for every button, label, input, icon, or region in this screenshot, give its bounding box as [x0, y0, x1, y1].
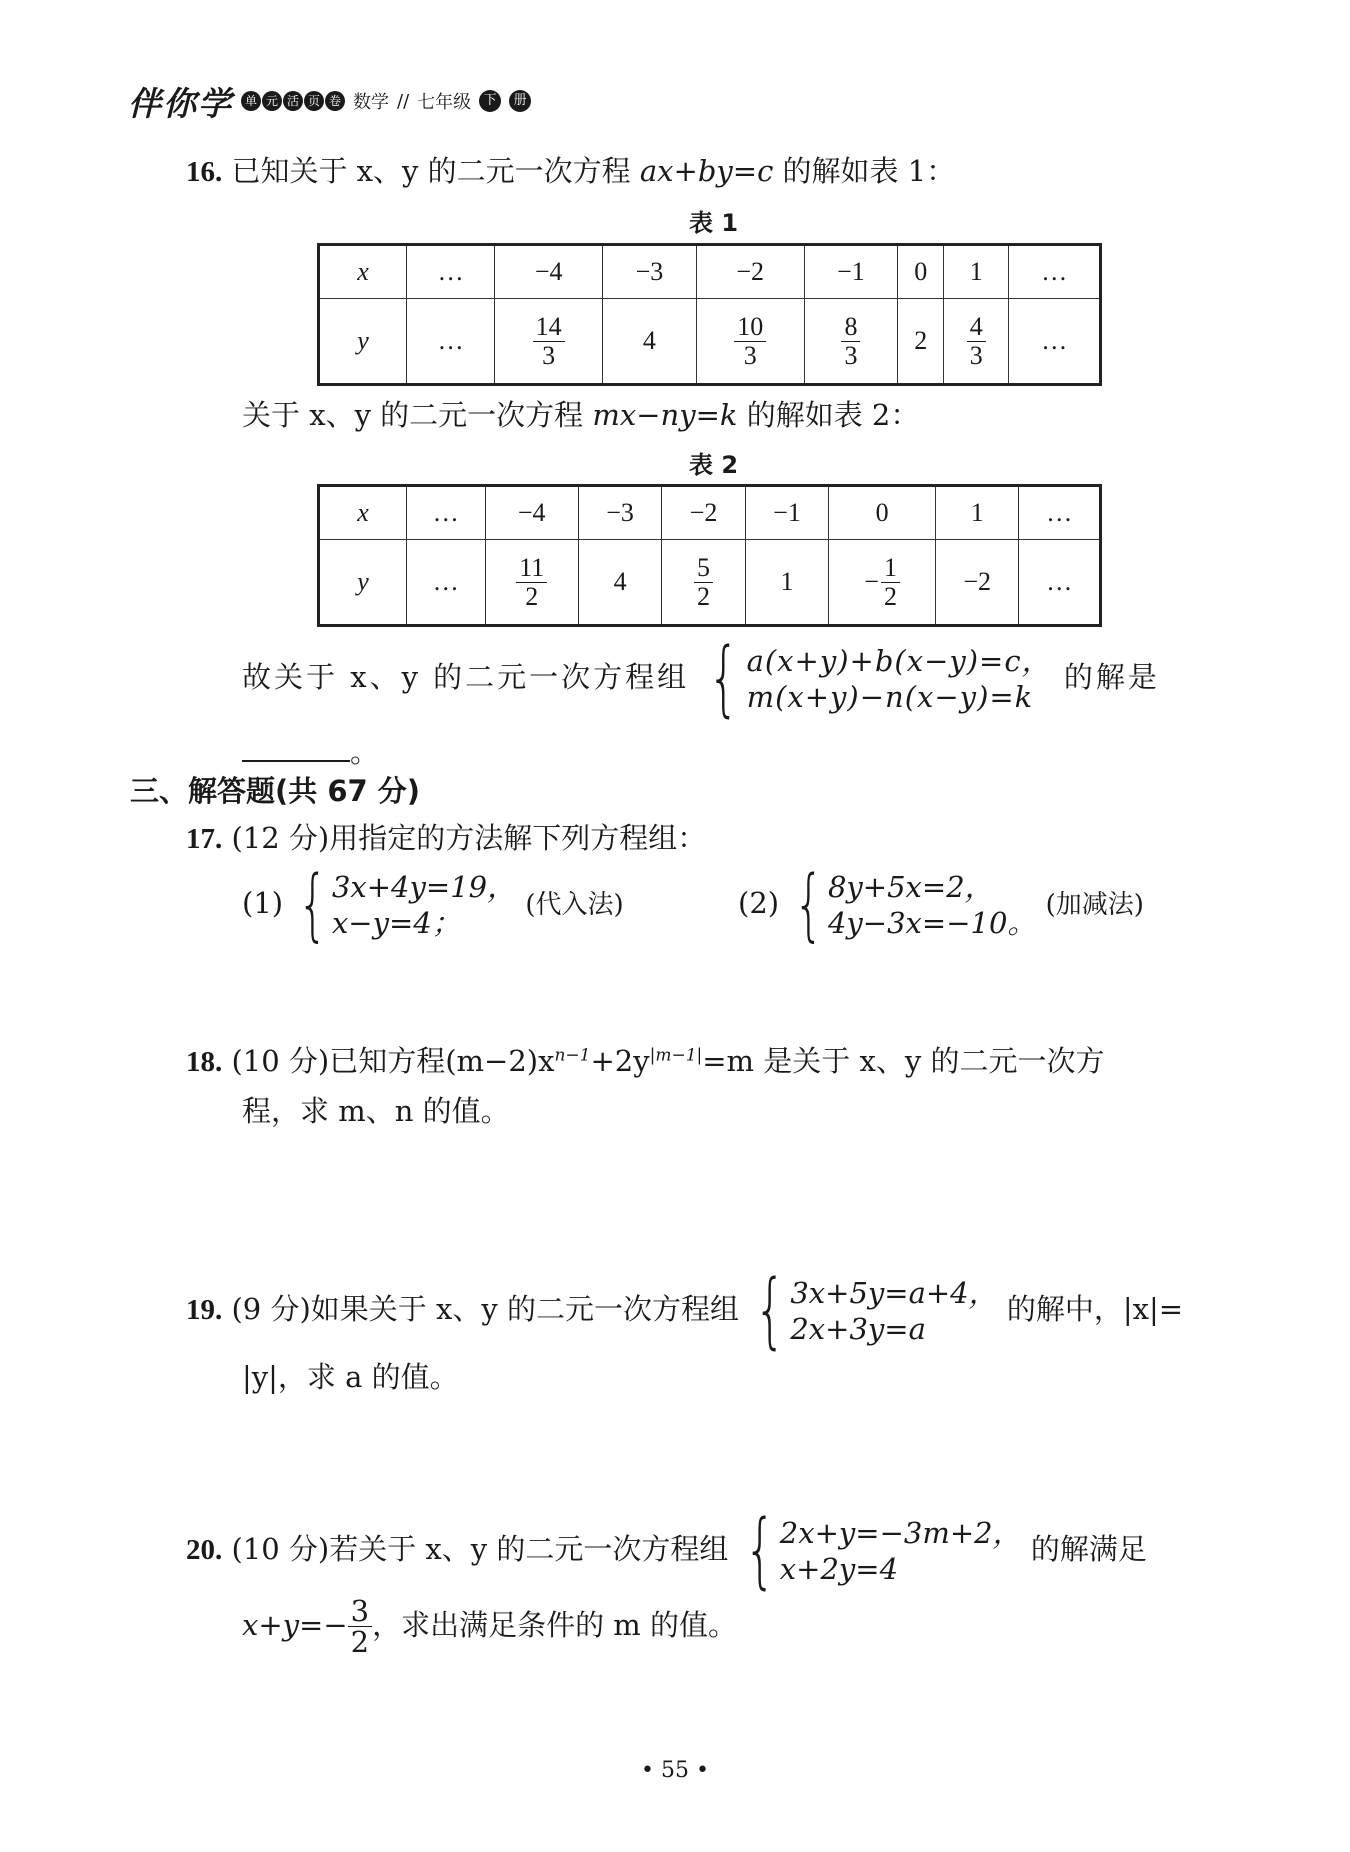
q18-line2: 程，求 m、n 的值。 [242, 1094, 510, 1128]
q17-text [186, 821, 706, 857]
q16-eq1: ax+by=c [639, 154, 774, 188]
denominator: 2 [697, 581, 711, 611]
table-cell: 1 [944, 245, 1009, 299]
q16-answer-line [242, 735, 379, 770]
fraction [841, 313, 860, 369]
table-cell: −3 [578, 486, 661, 540]
exponent: |m−1| [649, 1045, 703, 1066]
page-header [128, 78, 531, 124]
series-char: 卷 [325, 91, 345, 111]
table2-x-label: x [319, 486, 407, 540]
q17-p1-label: (1) [242, 886, 284, 920]
table-cell: 4 [603, 299, 697, 385]
system-line: 4y−3x=−10。 [827, 906, 1037, 940]
q19-system [748, 1263, 998, 1358]
denominator: 3 [743, 340, 757, 370]
q17-number: 17. [186, 823, 223, 855]
system-line: x−y=4； [331, 906, 461, 940]
grade: 七年级 [417, 92, 472, 113]
q20-l2b: ，求出满足条件的 m 的值。 [372, 1607, 738, 1642]
q16-number: 16. [186, 156, 223, 188]
q16-intro-a: 已知关于 x、y 的二元一次方程 [231, 154, 640, 188]
table-cell [804, 299, 898, 385]
table-cell: … [1019, 486, 1101, 540]
denominator: 2 [525, 581, 539, 611]
table-cell: −4 [495, 245, 603, 299]
table-cell: 2 [898, 299, 944, 385]
fraction [881, 554, 900, 610]
q16-system [701, 631, 1052, 726]
table2-y-label: y [319, 540, 407, 626]
q16-conclusion-a: 故关于 x、y 的二元一次方程组 [242, 660, 690, 694]
left-brace: { [708, 631, 742, 726]
system-line: x+2y=4 [779, 1552, 899, 1586]
table-cell: … [407, 245, 495, 299]
volume-suffix-badge: 册 [509, 90, 531, 112]
exponent: n−1 [554, 1045, 591, 1066]
subject: 数学 [353, 92, 389, 113]
minus-sign: − [864, 567, 879, 596]
q18-t1: (10 分)已知方程(m−2)x [231, 1044, 555, 1078]
table-cell: −3 [603, 245, 697, 299]
q16-intro [186, 154, 955, 190]
volume-badge: 下 [479, 90, 501, 112]
series-badge [241, 91, 345, 111]
q19-t1: (9 分)如果关于 x、y 的二元一次方程组 [231, 1292, 739, 1326]
left-brace: { [754, 1263, 786, 1358]
q20-number: 20. [186, 1534, 223, 1566]
table-cell: 0 [829, 486, 936, 540]
q17-p2-label: (2) [738, 886, 780, 920]
q19-text [186, 1263, 1184, 1358]
fraction [533, 313, 565, 369]
series-char: 页 [304, 91, 324, 111]
q17-p2-method: (加减法) [1045, 890, 1144, 920]
table-cell: 1 [745, 540, 828, 626]
q16-conclusion-b: 的解是 [1063, 660, 1160, 694]
separator: // [397, 90, 410, 112]
q16-mid [242, 398, 919, 433]
table-cell: −1 [804, 245, 898, 299]
q20-l2a: x+y=− [242, 1607, 348, 1642]
table-cell [829, 540, 936, 626]
q20-text [186, 1503, 1147, 1598]
table1-x-row [319, 245, 1101, 299]
fraction [967, 313, 986, 369]
series-char: 活 [283, 91, 303, 111]
table-cell [696, 299, 804, 385]
q16-mid-a: 关于 x、y 的二元一次方程 [242, 398, 593, 432]
q18-text [186, 1044, 1104, 1080]
table-cell [485, 540, 578, 626]
system-line: 8y+5x=2， [827, 869, 994, 904]
table-cell: … [407, 540, 486, 626]
numerator: 4 [967, 313, 986, 341]
left-brace: { [298, 860, 329, 950]
q20-system [738, 1503, 1022, 1598]
denominator: 3 [844, 340, 858, 370]
fraction [694, 554, 713, 610]
solution-table-2 [317, 484, 1102, 627]
table-cell: … [1009, 245, 1101, 299]
numerator: 11 [516, 554, 547, 582]
q17-p2-system [788, 860, 1037, 950]
system-line: 2x+3y=a [790, 1312, 926, 1346]
q19-t2: 的解中，|x|= [1006, 1292, 1184, 1326]
table-cell: … [1009, 299, 1101, 385]
denominator: 3 [969, 340, 983, 370]
fraction [516, 554, 547, 610]
table1-caption: 表 1 [688, 209, 739, 237]
q20-line2 [242, 1596, 737, 1658]
q17-p1-system [292, 860, 517, 950]
table-cell: −2 [696, 245, 804, 299]
table-cell: −2 [662, 486, 745, 540]
denominator: 2 [350, 1625, 370, 1660]
table-cell [944, 299, 1009, 385]
q17-p1-method: (代入法) [525, 890, 624, 920]
system-line: m(x+y)−n(x−y)=k [746, 680, 1034, 714]
table-cell: 4 [578, 540, 661, 626]
page-number: • 55 • [641, 1758, 709, 1783]
q19-line2: |y|，求 a 的值。 [242, 1360, 459, 1394]
answer-blank[interactable] [242, 736, 350, 762]
table-cell: 0 [898, 245, 944, 299]
table-cell: 1 [935, 486, 1018, 540]
q16-conclusion [242, 631, 1160, 726]
q19-number: 19. [186, 1294, 223, 1326]
system-line: 2x+y=−3m+2， [779, 1515, 1022, 1550]
system-line: 3x+4y=19， [331, 869, 517, 904]
table-cell: −1 [745, 486, 828, 540]
table2-caption: 表 2 [688, 451, 739, 479]
q18-number: 18. [186, 1046, 223, 1078]
numerator: 10 [734, 313, 766, 341]
q16-eq2: mx−ny=k [592, 398, 738, 432]
section-title: 三、解答题(共 67 分) [130, 774, 421, 808]
q18-t3: =m 是关于 x、y 的二元一次方 [702, 1044, 1105, 1078]
fraction [348, 1596, 372, 1658]
q20-t1: (10 分)若关于 x、y 的二元一次方程组 [231, 1532, 729, 1566]
numerator: 1 [881, 554, 900, 582]
numerator: 8 [841, 313, 860, 341]
table-cell [662, 540, 745, 626]
table-cell: … [1019, 540, 1101, 626]
system-line: a(x+y)+b(x−y)=c， [746, 643, 1052, 678]
table-cell: −2 [935, 540, 1018, 626]
table2-y-row [319, 540, 1101, 626]
table-cell [495, 299, 603, 385]
denominator: 3 [542, 340, 556, 370]
numerator: 5 [694, 554, 713, 582]
table2-x-row [319, 486, 1101, 540]
q16-end: 。 [350, 735, 380, 769]
numerator: 14 [533, 313, 565, 341]
series-char: 单 [241, 91, 261, 111]
q17-part2 [738, 860, 1144, 950]
solution-table-1 [317, 243, 1102, 386]
table1-x-label: x [319, 245, 407, 299]
table-cell: −4 [485, 486, 578, 540]
table-cell: … [407, 486, 486, 540]
denominator: 2 [883, 581, 897, 611]
q18-t2: +2y [590, 1044, 650, 1078]
q17-body: (12 分)用指定的方法解下列方程组： [231, 821, 707, 855]
table1-y-row [319, 299, 1101, 385]
left-brace: { [744, 1503, 776, 1598]
fraction [734, 313, 766, 369]
table1-y-label: y [319, 299, 407, 385]
brand-logo: 伴你学 [128, 83, 233, 123]
q16-mid-b: 的解如表 2： [737, 398, 920, 432]
system-line: 3x+5y=a+4， [790, 1275, 998, 1310]
table-cell: … [407, 299, 495, 385]
q16-intro-b: 的解如表 1： [773, 154, 956, 188]
q20-t2: 的解满足 [1030, 1532, 1147, 1566]
numerator: 3 [348, 1596, 372, 1627]
left-brace: { [794, 860, 825, 950]
q17-part1 [242, 860, 624, 950]
series-char: 元 [262, 91, 282, 111]
